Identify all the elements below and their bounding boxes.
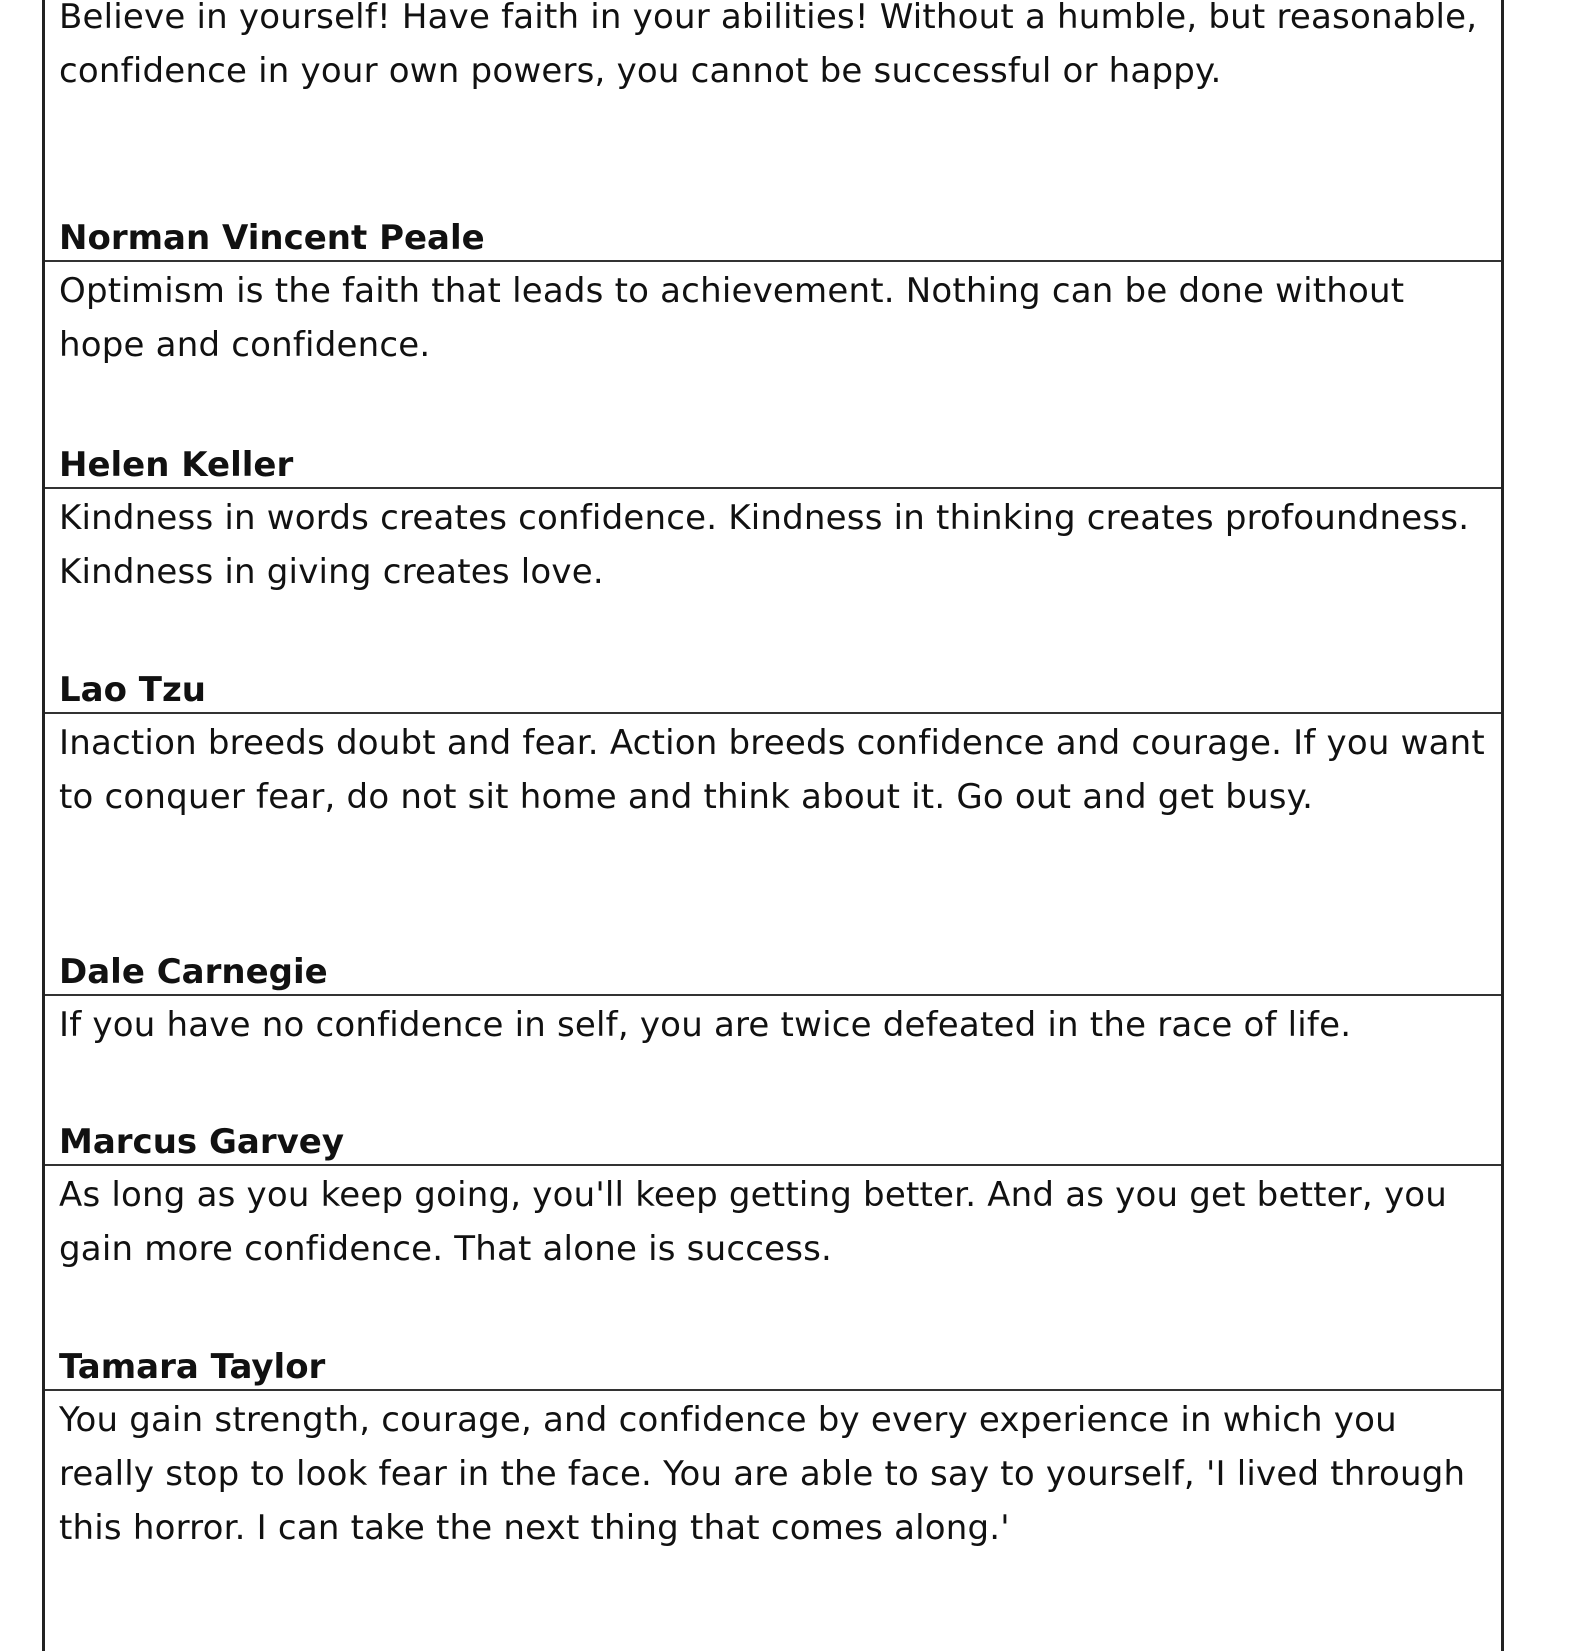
quote-text: You gain strength, courage, and confidence by every experience in which you really stop to look fear in the face. You are able to say to yourself, 'I lived through this horror. I can take the next thing that comes along.'	[59, 1400, 1466, 1548]
quote-author: Tamara Taylor	[59, 1347, 326, 1387]
quote-row	[45, 714, 1501, 996]
quote-text: Optimism is the faith that leads to achievement. Nothing can be done without hope and confidence.	[59, 271, 1405, 365]
quote-author: Norman Vincent Peale	[59, 218, 485, 258]
quote-author: Lao Tzu	[59, 670, 206, 710]
quotes-table	[42, 0, 1504, 1651]
quote-text: If you have no confidence in self, you are twice defeated in the race of life.	[59, 1005, 1352, 1045]
quote-row	[45, 1391, 1501, 1651]
quote-row	[45, 489, 1501, 714]
quote-row	[45, 262, 1501, 489]
quote-text: Inaction breeds doubt and fear. Action breeds confidence and courage. If you want to conquer fear, do not sit home and think about it. Go out and get busy.	[59, 723, 1485, 817]
quote-row	[45, 0, 1501, 262]
quote-author: Marcus Garvey	[59, 1122, 344, 1162]
quote-row	[45, 996, 1501, 1166]
quote-text: Believe in yourself! Have faith in your abilities! Without a humble, but reasonable, confidence in your own powers, you cannot be successful or happy.	[59, 0, 1478, 91]
quote-author: Helen Keller	[59, 445, 294, 485]
quote-row	[45, 1166, 1501, 1391]
quote-text: As long as you keep going, you'll keep getting better. And as you get better, you gain more confidence. That alone is success.	[59, 1175, 1448, 1269]
quote-author: Dale Carnegie	[59, 952, 328, 992]
quote-text: Kindness in words creates confidence. Kindness in thinking creates profoundness. Kindness in giving creates love.	[59, 498, 1470, 592]
